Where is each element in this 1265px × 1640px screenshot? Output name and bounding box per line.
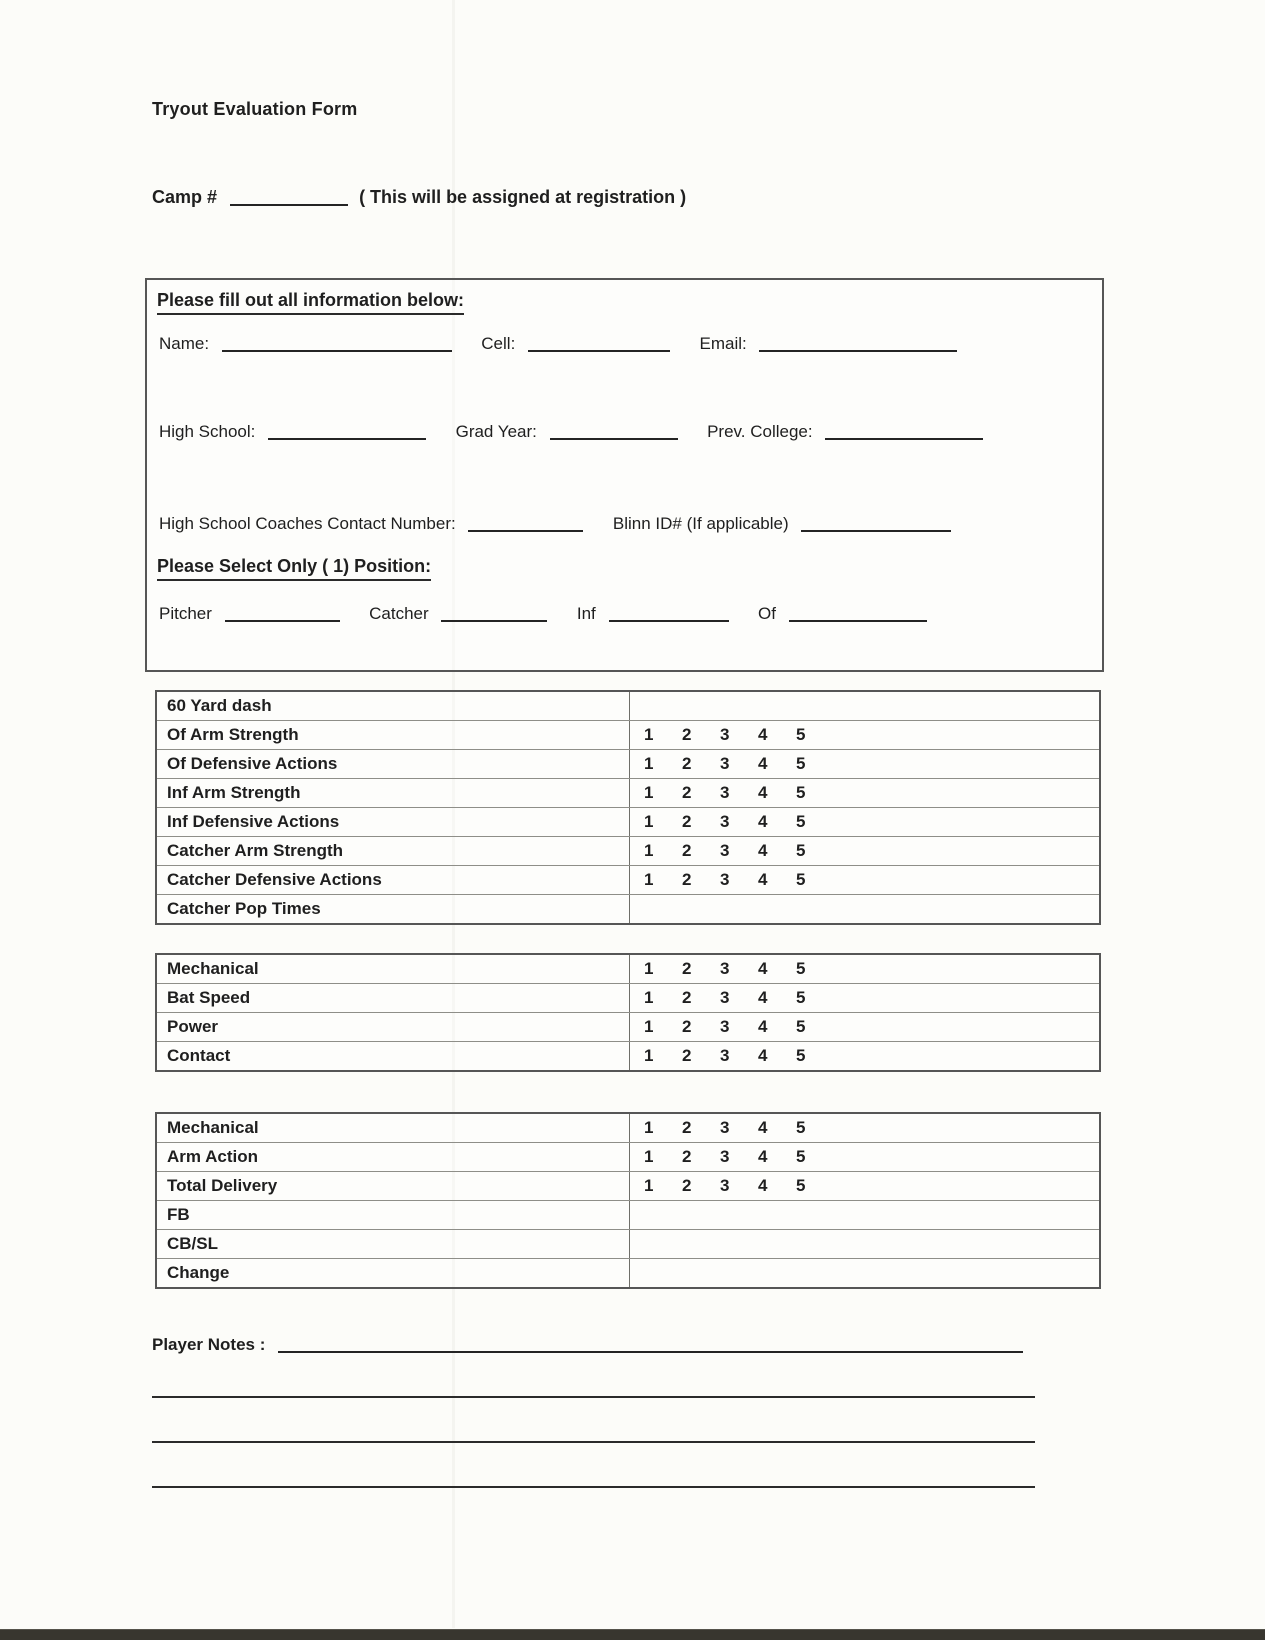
table-row bbox=[157, 1230, 1099, 1259]
row-label: CB/SL bbox=[157, 1230, 630, 1258]
pitcher-blank[interactable] bbox=[225, 605, 340, 622]
rating-option[interactable]: 1 bbox=[644, 1176, 654, 1195]
player-notes-row bbox=[152, 1333, 1029, 1355]
table-row bbox=[157, 750, 1099, 779]
high-school-blank[interactable] bbox=[268, 423, 426, 440]
rating-option[interactable]: 3 bbox=[720, 1118, 730, 1137]
inf-label: Inf bbox=[576, 604, 596, 623]
rating-scale bbox=[630, 1143, 1099, 1171]
rating-scale bbox=[630, 1114, 1099, 1142]
rating-option[interactable]: 4 bbox=[758, 754, 768, 773]
rating-option[interactable]: 2 bbox=[682, 870, 692, 889]
row-label: Change bbox=[157, 1259, 630, 1287]
rating-option[interactable]: 3 bbox=[720, 754, 730, 773]
table-row bbox=[157, 955, 1099, 984]
rating-option[interactable]: 3 bbox=[720, 1176, 730, 1195]
rating-option[interactable]: 3 bbox=[720, 841, 730, 860]
coach-number-label: High School Coaches Contact Number: bbox=[159, 514, 456, 533]
rating-option[interactable]: 5 bbox=[796, 783, 806, 802]
grad-year-label: Grad Year: bbox=[455, 422, 537, 441]
position-select-row bbox=[159, 602, 933, 624]
rating-option[interactable]: 5 bbox=[796, 725, 806, 744]
name-blank[interactable] bbox=[222, 335, 452, 352]
rating-option[interactable]: 5 bbox=[796, 959, 806, 978]
rating-option[interactable]: 3 bbox=[720, 783, 730, 802]
player-notes-blank[interactable] bbox=[278, 1336, 1023, 1353]
player-notes-label: Player Notes : bbox=[152, 1335, 266, 1354]
table-row bbox=[157, 1013, 1099, 1042]
rating-option[interactable]: 4 bbox=[758, 1017, 768, 1036]
rating-option[interactable]: 2 bbox=[682, 725, 692, 744]
info-heading: Please fill out all information below: bbox=[157, 290, 464, 315]
rating-scale bbox=[630, 721, 1099, 749]
rating-option[interactable]: 1 bbox=[644, 783, 654, 802]
row-label: Contact bbox=[157, 1042, 630, 1070]
rating-option[interactable]: 2 bbox=[682, 841, 692, 860]
rating-option[interactable]: 5 bbox=[796, 754, 806, 773]
rating-scale bbox=[630, 955, 1099, 983]
row-label: 60 Yard dash bbox=[157, 692, 630, 720]
contact-fields-row bbox=[159, 332, 963, 354]
coach-number-blank[interactable] bbox=[468, 515, 583, 532]
row-label: Power bbox=[157, 1013, 630, 1041]
rating-option[interactable]: 4 bbox=[758, 725, 768, 744]
rating-option[interactable]: 4 bbox=[758, 1118, 768, 1137]
position-heading: Please Select Only ( 1) Position: bbox=[157, 556, 431, 581]
rating-option[interactable]: 4 bbox=[758, 1046, 768, 1065]
empty-score-cell[interactable] bbox=[630, 1201, 1099, 1229]
high-school-label: High School: bbox=[159, 422, 256, 441]
rating-option[interactable]: 4 bbox=[758, 1176, 768, 1195]
empty-score-cell[interactable] bbox=[630, 1230, 1099, 1258]
rating-option[interactable]: 2 bbox=[682, 959, 692, 978]
of-label: Of bbox=[757, 604, 776, 623]
row-label: Catcher Defensive Actions bbox=[157, 866, 630, 894]
blinn-id-blank[interactable] bbox=[801, 515, 951, 532]
table-row bbox=[157, 692, 1099, 721]
rating-option[interactable]: 1 bbox=[644, 1147, 654, 1166]
table-row bbox=[157, 1042, 1099, 1070]
rating-option[interactable]: 1 bbox=[644, 812, 654, 831]
table-row bbox=[157, 1259, 1099, 1287]
notes-line[interactable] bbox=[152, 1396, 1035, 1398]
rating-option[interactable]: 4 bbox=[758, 812, 768, 831]
rating-option[interactable]: 2 bbox=[682, 783, 692, 802]
rating-option[interactable]: 3 bbox=[720, 812, 730, 831]
coach-id-fields-row bbox=[159, 512, 957, 534]
inf-blank[interactable] bbox=[609, 605, 729, 622]
rating-option[interactable]: 5 bbox=[796, 1118, 806, 1137]
school-fields-row bbox=[159, 420, 989, 442]
empty-score-cell[interactable] bbox=[630, 895, 1099, 923]
rating-scale bbox=[630, 1172, 1099, 1200]
rating-option[interactable]: 3 bbox=[720, 725, 730, 744]
rating-option[interactable]: 1 bbox=[644, 725, 654, 744]
catcher-blank[interactable] bbox=[441, 605, 547, 622]
table-row bbox=[157, 895, 1099, 923]
row-label: Bat Speed bbox=[157, 984, 630, 1012]
row-label: Arm Action bbox=[157, 1143, 630, 1171]
row-label: Catcher Arm Strength bbox=[157, 837, 630, 865]
form-title: Tryout Evaluation Form bbox=[152, 99, 358, 119]
table-row bbox=[157, 1172, 1099, 1201]
rating-option[interactable]: 2 bbox=[682, 1118, 692, 1137]
row-label: Total Delivery bbox=[157, 1172, 630, 1200]
camp-number-label: Camp # bbox=[152, 187, 218, 207]
rating-option[interactable]: 4 bbox=[758, 841, 768, 860]
rating-option[interactable]: 3 bbox=[720, 1046, 730, 1065]
scan-bottom-bar bbox=[0, 1629, 1265, 1640]
rating-option[interactable]: 2 bbox=[682, 1046, 692, 1065]
table-row bbox=[157, 866, 1099, 895]
camp-number-note: ( This will be assigned at registration ) bbox=[359, 187, 687, 207]
rating-option[interactable]: 5 bbox=[796, 1176, 806, 1195]
blinn-id-label: Blinn ID# (If applicable) bbox=[612, 514, 789, 533]
notes-line[interactable] bbox=[152, 1441, 1035, 1443]
rating-scale bbox=[630, 750, 1099, 778]
rating-option[interactable]: 4 bbox=[758, 959, 768, 978]
table-row bbox=[157, 1143, 1099, 1172]
empty-score-cell[interactable] bbox=[630, 1259, 1099, 1287]
hitting-rating-table bbox=[155, 953, 1101, 1072]
table-row bbox=[157, 837, 1099, 866]
name-label: Name: bbox=[159, 334, 210, 353]
table-row bbox=[157, 779, 1099, 808]
camp-number-row bbox=[152, 186, 688, 208]
row-label: Mechanical bbox=[157, 955, 630, 983]
pitching-rating-table bbox=[155, 1112, 1101, 1289]
rating-option[interactable]: 2 bbox=[682, 1017, 692, 1036]
rating-scale bbox=[630, 1042, 1099, 1070]
rating-option[interactable]: 4 bbox=[758, 1147, 768, 1166]
email-blank[interactable] bbox=[759, 335, 957, 352]
rating-option[interactable]: 2 bbox=[682, 1176, 692, 1195]
row-label: Mechanical bbox=[157, 1114, 630, 1142]
grad-year-blank[interactable] bbox=[550, 423, 678, 440]
rating-option[interactable]: 2 bbox=[682, 754, 692, 773]
rating-scale bbox=[630, 1013, 1099, 1041]
rating-option[interactable]: 1 bbox=[644, 959, 654, 978]
prev-college-label: Prev. College: bbox=[707, 422, 813, 441]
fielding-rating-table bbox=[155, 690, 1101, 925]
prev-college-blank[interactable] bbox=[825, 423, 983, 440]
rating-option[interactable]: 5 bbox=[796, 1147, 806, 1166]
cell-blank[interactable] bbox=[528, 335, 670, 352]
catcher-label: Catcher bbox=[369, 604, 429, 623]
table-row bbox=[157, 721, 1099, 750]
row-label: Inf Defensive Actions bbox=[157, 808, 630, 836]
rating-option[interactable]: 1 bbox=[644, 841, 654, 860]
rating-option[interactable]: 2 bbox=[682, 812, 692, 831]
rating-option[interactable]: 3 bbox=[720, 1017, 730, 1036]
email-label: Email: bbox=[699, 334, 747, 353]
rating-option[interactable]: 5 bbox=[796, 988, 806, 1007]
rating-scale bbox=[630, 808, 1099, 836]
rating-option[interactable]: 1 bbox=[644, 1118, 654, 1137]
rating-option[interactable]: 4 bbox=[758, 988, 768, 1007]
row-label: FB bbox=[157, 1201, 630, 1229]
rating-option[interactable]: 4 bbox=[758, 783, 768, 802]
rating-option[interactable]: 1 bbox=[644, 1017, 654, 1036]
cell-label: Cell: bbox=[481, 334, 516, 353]
rating-option[interactable]: 5 bbox=[796, 870, 806, 889]
rating-option[interactable]: 2 bbox=[682, 1147, 692, 1166]
rating-option[interactable]: 2 bbox=[682, 988, 692, 1007]
rating-option[interactable]: 5 bbox=[796, 1046, 806, 1065]
rating-scale bbox=[630, 837, 1099, 865]
rating-option[interactable]: 5 bbox=[796, 812, 806, 831]
table-row bbox=[157, 1201, 1099, 1230]
rating-option[interactable]: 1 bbox=[644, 754, 654, 773]
rating-scale bbox=[630, 866, 1099, 894]
info-box bbox=[145, 278, 1104, 672]
camp-number-blank[interactable] bbox=[230, 189, 348, 206]
rating-option[interactable]: 4 bbox=[758, 870, 768, 889]
table-row bbox=[157, 808, 1099, 837]
table-row bbox=[157, 984, 1099, 1013]
row-label: Catcher Pop Times bbox=[157, 895, 630, 923]
rating-option[interactable]: 3 bbox=[720, 959, 730, 978]
rating-option[interactable]: 1 bbox=[644, 1046, 654, 1065]
pitcher-label: Pitcher bbox=[159, 604, 212, 623]
of-blank[interactable] bbox=[789, 605, 927, 622]
rating-option[interactable]: 1 bbox=[644, 870, 654, 889]
table-row bbox=[157, 1114, 1099, 1143]
row-label: Of Arm Strength bbox=[157, 721, 630, 749]
rating-option[interactable]: 3 bbox=[720, 1147, 730, 1166]
row-label: Of Defensive Actions bbox=[157, 750, 630, 778]
rating-scale bbox=[630, 779, 1099, 807]
row-label: Inf Arm Strength bbox=[157, 779, 630, 807]
rating-option[interactable]: 3 bbox=[720, 988, 730, 1007]
rating-option[interactable]: 1 bbox=[644, 988, 654, 1007]
notes-line[interactable] bbox=[152, 1486, 1035, 1488]
rating-option[interactable]: 5 bbox=[796, 841, 806, 860]
rating-option[interactable]: 3 bbox=[720, 870, 730, 889]
empty-score-cell[interactable] bbox=[630, 692, 1099, 720]
rating-scale bbox=[630, 984, 1099, 1012]
rating-option[interactable]: 5 bbox=[796, 1017, 806, 1036]
